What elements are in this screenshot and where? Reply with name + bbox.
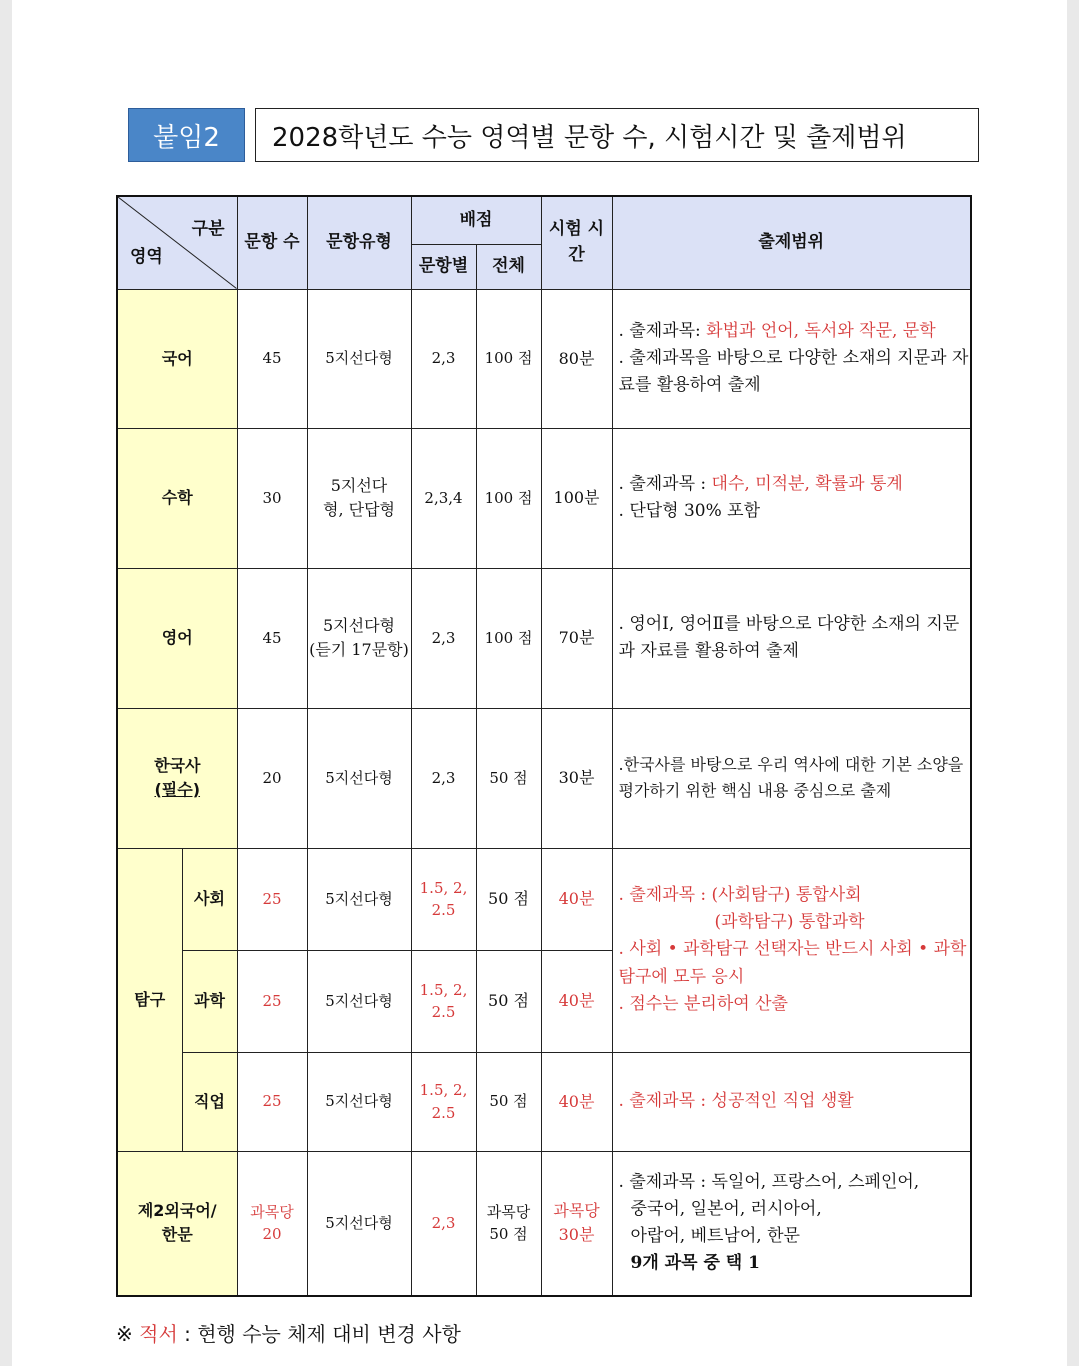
score-total-cell: 50 점	[476, 708, 541, 848]
time-cell: 40분	[541, 1052, 612, 1151]
score-each-cell: 2,3	[411, 568, 476, 708]
score-total-cell: 50 점	[476, 950, 541, 1052]
header-type: 문항유형	[307, 196, 411, 289]
type-cell: 5지선다형	[307, 950, 411, 1052]
type-cell: 5지선다형	[307, 708, 411, 848]
header-time: 시험 시간	[541, 196, 612, 289]
header-corner	[117, 196, 237, 289]
range-cell: . 출제과목 : 독일어, 프랑스어, 스페인어, 중국어, 일본어, 러시아어, 아랍어, 베트남어, 한문 9개 과목 중 택 1	[612, 1151, 971, 1296]
type-cell: 5지선다형, 단답형	[307, 428, 411, 568]
count-cell: 25	[237, 848, 307, 950]
score-each-cell: 2,3	[411, 1151, 476, 1296]
exam-table	[116, 195, 972, 1297]
time-cell: 80분	[541, 289, 612, 428]
area-cell: 제2외국어/ 한문	[117, 1151, 237, 1296]
score-each-cell: 2,3	[411, 708, 476, 848]
footnote: ※ 적서 : 현행 수능 체제 대비 변경 사항	[116, 1322, 461, 1346]
header-range: 출제범위	[612, 196, 971, 289]
table-row	[117, 1052, 971, 1151]
score-total-cell: 100 점	[476, 568, 541, 708]
area-cell: 수학	[117, 428, 237, 568]
header-category: 구분	[191, 219, 225, 239]
time-cell: 100분	[541, 428, 612, 568]
score-total-cell: 100 점	[476, 289, 541, 428]
range-cell: . 출제과목 : 성공적인 직업 생활	[612, 1052, 971, 1151]
count-cell: 30	[237, 428, 307, 568]
sub-area-cell: 과학	[182, 950, 237, 1052]
range-cell: . 출제과목 : (사회탐구) 통합사회 (과학탐구) 통합과학 . 사회 • 과학탐구 선택자는 반드시 사회 • 과학탐구에 모두 응시 . 점수는 분리하여 산출	[612, 848, 971, 1052]
score-total-cell: 50 점	[476, 1052, 541, 1151]
time-cell: 70분	[541, 568, 612, 708]
type-cell: 5지선다형	[307, 1052, 411, 1151]
time-cell: 40분	[541, 848, 612, 950]
type-cell: 5지선다형	[307, 289, 411, 428]
area-cell: 탐구	[117, 848, 182, 1151]
header-score-total: 전체	[476, 244, 541, 289]
sub-area-cell: 사회	[182, 848, 237, 950]
attachment-tag: 붙임2	[128, 108, 245, 162]
table-row	[117, 289, 971, 428]
area-cell: 영어	[117, 568, 237, 708]
score-total-cell: 100 점	[476, 428, 541, 568]
count-cell: 45	[237, 289, 307, 428]
range-cell: . 출제과목: 화법과 언어, 독서와 작문, 문학 . 출제과목을 바탕으로 다양한 소재의 지문과 자료를 활용하여 출제	[612, 289, 971, 428]
score-total-cell: 50 점	[476, 848, 541, 950]
type-cell: 5지선다형	[307, 848, 411, 950]
document-title: 2028학년도 수능 영역별 문항 수, 시험시간 및 출제범위	[255, 108, 979, 162]
area-cell: 한국사 (필수)	[117, 708, 237, 848]
count-cell: 45	[237, 568, 307, 708]
header-score: 배점	[411, 196, 541, 244]
range-cell: .한국사를 바탕으로 우리 역사에 대한 기본 소양을 평가하기 위한 핵심 내용 중심으로 출제	[612, 708, 971, 848]
sub-area-cell: 직업	[182, 1052, 237, 1151]
score-each-cell: 1.5, 2, 2.5	[411, 950, 476, 1052]
count-cell: 20	[237, 708, 307, 848]
score-each-cell: 2,3	[411, 289, 476, 428]
table-row	[117, 1151, 971, 1296]
table-row	[117, 428, 971, 568]
header-count: 문항 수	[237, 196, 307, 289]
range-cell: . 영어Ⅰ, 영어Ⅱ를 바탕으로 다양한 소재의 지문과 자료를 활용하여 출제	[612, 568, 971, 708]
count-cell: 과목당 20	[237, 1151, 307, 1296]
area-cell: 국어	[117, 289, 237, 428]
range-cell: . 출제과목 : 대수, 미적분, 확률과 통계 . 단답형 30% 포함	[612, 428, 971, 568]
score-total-cell: 과목당 50 점	[476, 1151, 541, 1296]
table-row	[117, 848, 971, 950]
score-each-cell: 1.5, 2, 2.5	[411, 848, 476, 950]
header-score-each: 문항별	[411, 244, 476, 289]
table-row	[117, 568, 971, 708]
count-cell: 25	[237, 950, 307, 1052]
score-each-cell: 2,3,4	[411, 428, 476, 568]
score-each-cell: 1.5, 2, 2.5	[411, 1052, 476, 1151]
type-cell: 5지선다형 (듣기 17문항)	[307, 568, 411, 708]
type-cell: 5지선다형	[307, 1151, 411, 1296]
table-row	[117, 708, 971, 848]
header-area: 영역	[130, 247, 163, 267]
time-cell: 40분	[541, 950, 612, 1052]
time-cell: 30분	[541, 708, 612, 848]
count-cell: 25	[237, 1052, 307, 1151]
time-cell: 과목당 30분	[541, 1151, 612, 1296]
